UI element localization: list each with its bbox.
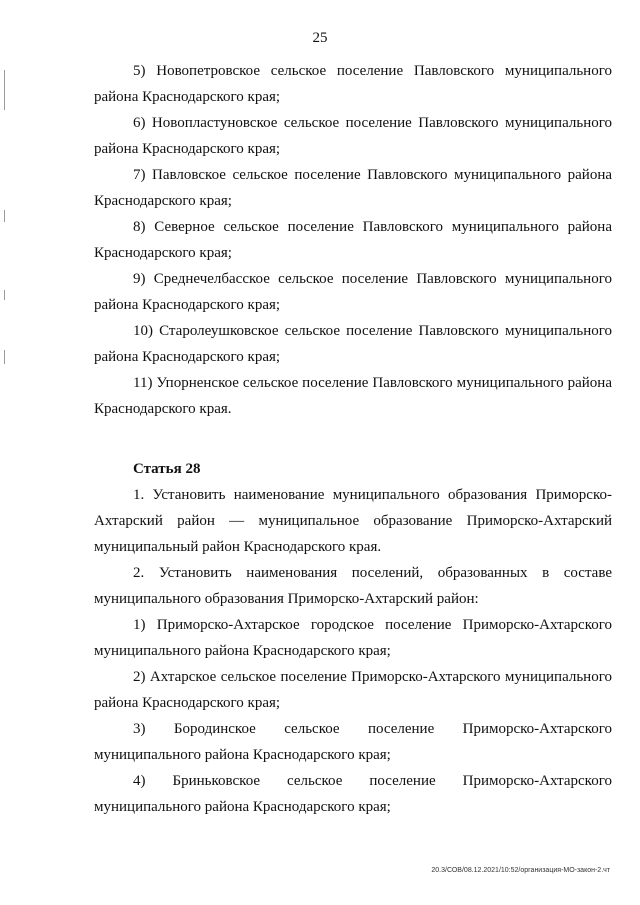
footer-reference: 20.3/СОВ/08.12.2021/10:52/организация-МО-закон-2.чт: [431, 867, 610, 874]
list-item: 3) Бородинское сельское поселение Приморско-Ахтарского муниципального района Краснодарского края;: [94, 721, 612, 763]
list-item: 8) Северное сельское поселение Павловского муниципального района Краснодарского края;: [94, 219, 612, 261]
list-item: 7) Павловское сельское поселение Павловского муниципального района Краснодарского края;: [94, 167, 612, 209]
margin-mark: [4, 350, 5, 364]
list-item: 9) Среднечелбасское сельское поселение Павловского муниципального района Краснодарского края;: [94, 271, 612, 313]
article-clause-1: 1. Установить наименование муниципального образования Приморско-Ахтарский район — муниципальное образование Приморско-Ахтарский муниципальный район Краснодарского края.: [94, 487, 612, 555]
list-item: 10) Старолеушковское сельское поселение Павловского муниципального района Краснодарского края;: [94, 323, 612, 365]
list-item: 2) Ахтарское сельское поселение Приморско-Ахтарского муниципального района Краснодарского края;: [94, 669, 612, 711]
article-clause-2: 2. Установить наименования поселений, образованных в составе муниципального образования Приморско-Ахтарский район:: [94, 565, 612, 607]
margin-mark: [4, 210, 5, 222]
margin-mark: [4, 70, 5, 110]
document-body: [94, 58, 612, 820]
article-heading: Статья 28: [133, 461, 201, 477]
list-item: 11) Упорненское сельское поселение Павловского муниципального района Краснодарского края.: [94, 375, 612, 417]
list-item: 5) Новопетровское сельское поселение Павловского муниципального района Краснодарского края;: [94, 63, 612, 105]
list-item: 6) Новопластуновское сельское поселение Павловского муниципального района Краснодарского края;: [94, 115, 612, 157]
margin-marks: [4, 60, 10, 380]
page-number: 25: [312, 30, 328, 46]
margin-mark: [4, 290, 5, 300]
list-item: 4) Бриньковское сельское поселение Приморско-Ахтарского муниципального района Краснодарского края;: [94, 773, 612, 815]
list-item: 1) Приморско-Ахтарское городское поселение Приморско-Ахтарского муниципального района Краснодарского края;: [94, 617, 612, 659]
